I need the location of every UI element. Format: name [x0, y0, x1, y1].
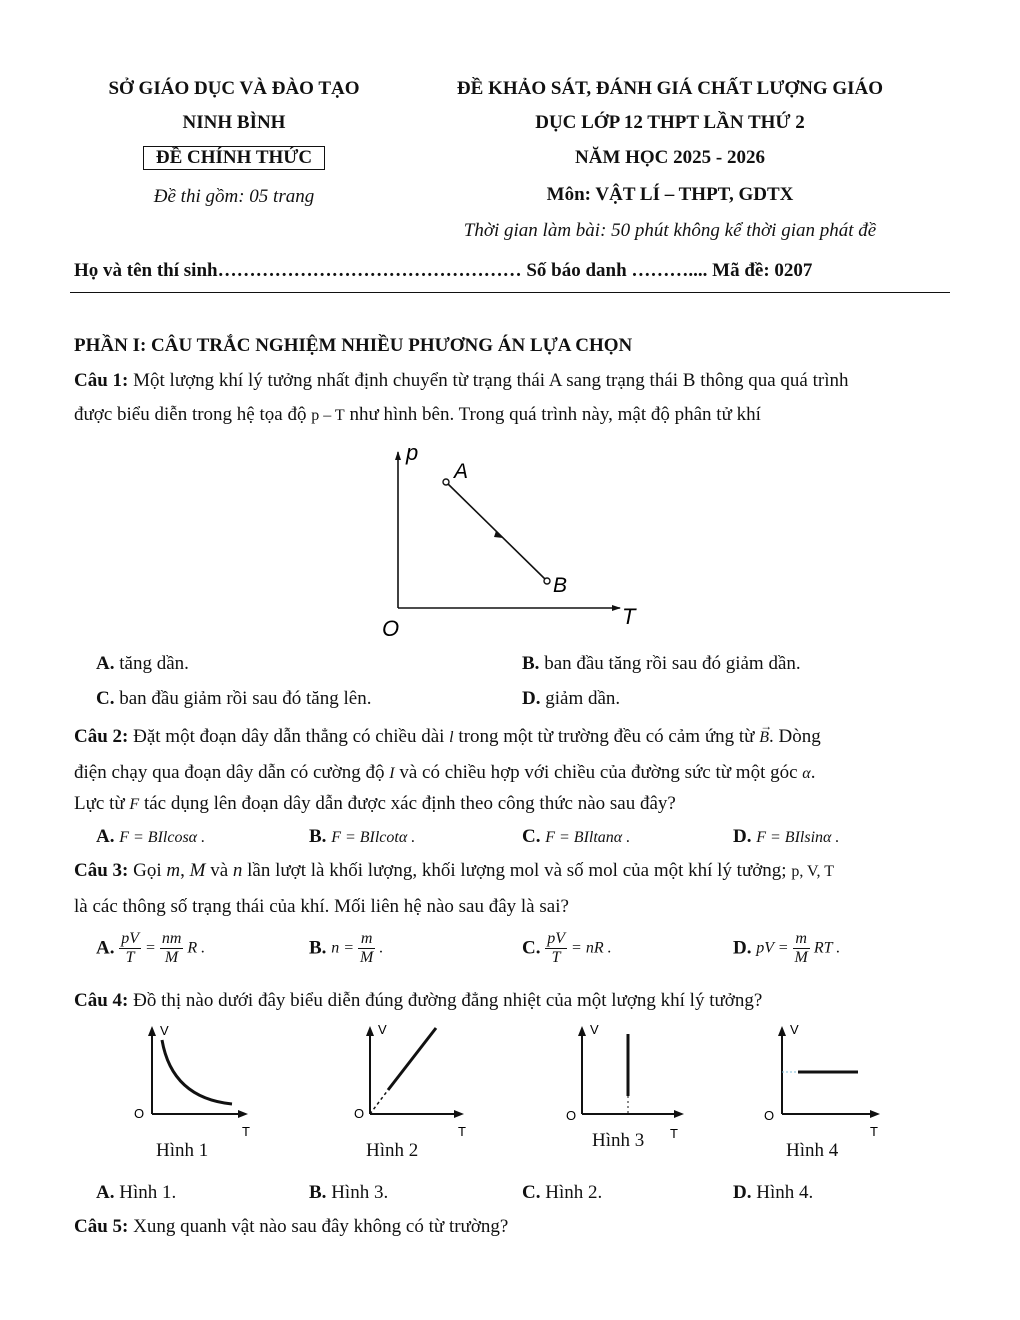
question-2-text: trong một từ trường đều có cảm ứng từ: [453, 726, 760, 747]
question-2-text: điện chạy qua đoạn dây dẫn có cường độ: [74, 762, 390, 783]
q1-option-a[interactable]: [96, 653, 189, 675]
t-axis-arrow-icon: [454, 1110, 464, 1118]
fraction: [160, 930, 184, 967]
option-text: giảm dần.: [540, 688, 621, 709]
option-label: C.: [96, 688, 115, 709]
denominator: M: [794, 949, 808, 966]
figure-3-caption: Hình 3: [592, 1130, 645, 1151]
t-axis-label: T: [622, 604, 636, 629]
exam-title-line2: DỤC LỚP 12 THPT LẦN THỨ 2: [535, 112, 805, 133]
denominator: M: [359, 949, 374, 966]
figure-4-caption: Hình 4: [786, 1140, 839, 1161]
t-axis-label: T: [242, 1124, 250, 1139]
question-2-text: . Dòng: [768, 726, 821, 747]
question-2-text: tác dụng lên đoạn dây dẫn được xác định theo công thức nào sau đây?: [139, 793, 676, 814]
question-1-line2: [74, 404, 761, 426]
q3-option-b[interactable]: [309, 930, 383, 967]
q4-option-b[interactable]: [309, 1182, 388, 1204]
origin-label: O: [134, 1106, 145, 1121]
formula-head: pV =: [756, 939, 793, 957]
question-2-label: Câu 2:: [74, 726, 129, 747]
question-4-line1: [74, 990, 762, 1012]
option-text: Hình 2.: [540, 1182, 603, 1203]
question-3-line1: [74, 860, 834, 882]
formula-tail: R .: [183, 939, 206, 957]
q1-option-c[interactable]: [96, 688, 371, 710]
subject: Môn: VẬT LÍ – THPT, GDTX: [546, 184, 794, 205]
option-label: C.: [522, 1182, 541, 1203]
option-formula: F = BIltanα .: [545, 829, 631, 846]
denominator: T: [125, 949, 135, 966]
q2-option-c[interactable]: [522, 826, 630, 848]
q2-option-a[interactable]: [96, 826, 205, 848]
q1-option-d[interactable]: [522, 688, 620, 710]
formula-tail: RT .: [809, 939, 841, 957]
origin-label: O: [354, 1106, 365, 1121]
option-text: ban đầu tăng rồi sau đó giảm dần.: [539, 653, 801, 674]
q2-option-d[interactable]: [733, 826, 839, 848]
q3-option-c[interactable]: [522, 930, 612, 967]
question-5-label: Câu 5:: [74, 1216, 129, 1237]
question-2-line2: [74, 762, 815, 784]
time-allowed: Thời gian làm bài: 50 phút không kể thời gian phát đề: [463, 220, 877, 241]
option-formula: F = BIlsinα .: [756, 829, 840, 846]
isobar-line: [388, 1028, 436, 1090]
formula-tail: .: [375, 939, 384, 957]
fraction: [119, 930, 141, 967]
q4-option-c[interactable]: [522, 1182, 602, 1204]
question-2-text: Lực từ: [74, 793, 130, 814]
option-formula: F = BIlcotα .: [331, 829, 416, 846]
question-1-text-a: được biểu diễn trong hệ tọa độ: [74, 404, 312, 425]
numerator: m: [793, 930, 810, 949]
option-label: B.: [309, 826, 327, 847]
question-3-line2: là các thông số trạng thái của khí. Mối liên hệ nào sau đây là sai?: [74, 896, 569, 917]
q2-option-b[interactable]: [309, 826, 415, 848]
q1-option-b[interactable]: [522, 653, 801, 675]
option-label: B.: [309, 1182, 327, 1203]
fraction: [545, 930, 567, 967]
equals-sign: =: [141, 939, 160, 957]
point-a-label: A: [454, 460, 469, 483]
option-label: D.: [522, 688, 541, 709]
var-l: l: [449, 729, 454, 746]
direction-arrow: [494, 531, 503, 538]
v-axis-label: V: [160, 1023, 169, 1038]
question-1-text-b: như hình bên. Trong quá trình này, mật độ phân tử khí: [344, 404, 761, 425]
figure-1-graph: [128, 1022, 258, 1142]
figure-4-graph: [760, 1020, 890, 1140]
formula-tail: = nR .: [567, 939, 612, 957]
origin-label: O: [382, 616, 400, 641]
section-title: PHẦN I: CÂU TRẮC NGHIỆM NHIỀU PHƯƠNG ÁN LỰA CHỌN: [74, 335, 633, 356]
question-4-label: Câu 4:: [74, 990, 129, 1011]
option-label: C.: [522, 826, 541, 847]
school-year: NĂM HỌC 2025 - 2026: [575, 147, 765, 168]
q4-option-a[interactable]: [96, 1182, 176, 1204]
question-1-line1: [74, 370, 849, 392]
exam-title-line1: ĐỀ KHẢO SÁT, ĐÁNH GIÁ CHẤT LƯỢNG GIÁO: [456, 78, 884, 99]
question-3-text: Gọi: [128, 860, 167, 881]
option-text: Hình 4.: [751, 1182, 814, 1203]
option-text: ban đầu giảm rồi sau đó tăng lên.: [114, 688, 372, 709]
option-label: A.: [96, 1182, 115, 1203]
option-label: C.: [522, 937, 541, 959]
t-axis-label: T: [458, 1124, 466, 1139]
v-axis-arrow-icon: [778, 1026, 786, 1036]
q3-option-d[interactable]: [733, 930, 840, 967]
var-pvt: p, V, T: [791, 863, 835, 880]
option-label: D.: [733, 1182, 752, 1203]
v-axis-arrow-icon: [578, 1026, 586, 1036]
option-label: D.: [733, 826, 752, 847]
t-axis-arrow-icon: [674, 1110, 684, 1118]
option-label: A.: [96, 826, 115, 847]
option-text: Hình 1.: [114, 1182, 177, 1203]
numerator: pV: [547, 930, 566, 947]
vector-b: [759, 719, 773, 747]
numerator: pV: [121, 930, 140, 947]
v-axis-arrow-icon: [366, 1026, 374, 1036]
option-label: A.: [96, 937, 115, 959]
question-3-label: Câu 3:: [74, 860, 129, 881]
point-b: [544, 578, 550, 584]
q3-option-a[interactable]: [96, 930, 205, 967]
option-label: B.: [309, 937, 327, 959]
formula-head: n =: [331, 939, 358, 957]
option-label: A.: [96, 653, 115, 674]
extrapolation-line: [370, 1090, 388, 1114]
denominator: T: [551, 949, 561, 966]
q4-option-d[interactable]: [733, 1182, 813, 1204]
v-axis-arrow-icon: [148, 1026, 156, 1036]
numerator: m: [358, 930, 375, 949]
option-label: B.: [522, 653, 540, 674]
page-count-note: Đề thi gồm: 05 trang: [153, 186, 315, 207]
question-2-line1: [74, 719, 821, 748]
option-label: D.: [733, 937, 752, 959]
fraction: [793, 930, 810, 967]
origin-label: O: [566, 1108, 577, 1123]
t-axis-label: T: [870, 1124, 878, 1139]
figure-1-caption: Hình 1: [156, 1140, 209, 1161]
point-b-label: B: [553, 574, 568, 597]
v-axis-label: V: [790, 1022, 799, 1037]
v-axis-label: V: [378, 1022, 387, 1037]
t-axis-arrow-icon: [238, 1110, 248, 1118]
denominator: M: [164, 949, 179, 966]
isotherm-curve: [162, 1040, 232, 1104]
question-5-text: Xung quanh vật nào sau đây không có từ trường?: [128, 1216, 509, 1237]
question-1-pt: p – T: [311, 407, 345, 424]
figure-2-graph: [344, 1020, 474, 1140]
origin-label: O: [764, 1108, 775, 1123]
figure-2-caption: Hình 2: [366, 1140, 419, 1161]
question-3-text: ,: [180, 860, 185, 881]
official-exam-label: ĐỀ CHÍNH THỨC: [143, 146, 325, 170]
var-b: B: [759, 729, 769, 746]
question-3-text: và: [205, 860, 233, 881]
var-f: F: [129, 796, 140, 813]
var-alpha: α: [802, 765, 811, 782]
question-2-line3: [74, 793, 676, 815]
question-1-label: Câu 1:: [74, 370, 129, 391]
question-3-text: lần lượt là khối lượng, khối lượng mol và số mol của một khí lý tưởng;: [242, 860, 792, 881]
question-5-line1: [74, 1216, 508, 1238]
figure-3-graph: [560, 1020, 690, 1140]
question-2-text: Đặt một đoạn dây dẫn thẳng có chiều dài: [128, 726, 450, 747]
question-2-text: .: [810, 762, 816, 783]
question-1-text: Một lượng khí lý tưởng nhất định chuyển từ trạng thái A sang trạng thái B thông qua quá trình: [128, 370, 849, 391]
var-i: I: [389, 765, 395, 782]
p-axis-label: p: [406, 440, 419, 465]
v-axis-label: V: [590, 1022, 599, 1037]
fraction: [358, 930, 375, 967]
option-text: tăng dần.: [114, 653, 189, 674]
question-2-text: và có chiều hợp với chiều của đường sức từ một góc: [394, 762, 803, 783]
header-divider: [70, 292, 950, 293]
question-4-text: Đồ thị nào dưới đây biểu diễn đúng đường đẳng nhiệt của một lượng khí lý tưởng?: [128, 990, 763, 1011]
question-1-pt-graph: [370, 438, 660, 648]
t-axis-arrow-icon: [870, 1110, 880, 1118]
option-formula: F = BIlcosα .: [119, 829, 206, 846]
numerator: nm: [161, 930, 182, 947]
vector-arrow-icon: →: [760, 719, 773, 733]
department-name: SỞ GIÁO DỤC VÀ ĐÀO TẠO: [108, 78, 360, 99]
province-name: NINH BÌNH: [182, 112, 286, 133]
option-text: Hình 3.: [326, 1182, 389, 1203]
var-m: m: [166, 860, 181, 881]
var-n: n: [232, 860, 243, 881]
point-a: [443, 479, 449, 485]
var-molar-mass: M: [189, 860, 206, 881]
candidate-info-line: Họ và tên thí sinh………………………………………… Số báo danh ……….... Mã đề: 0207: [74, 260, 813, 281]
t-axis-label: T: [670, 1126, 678, 1140]
